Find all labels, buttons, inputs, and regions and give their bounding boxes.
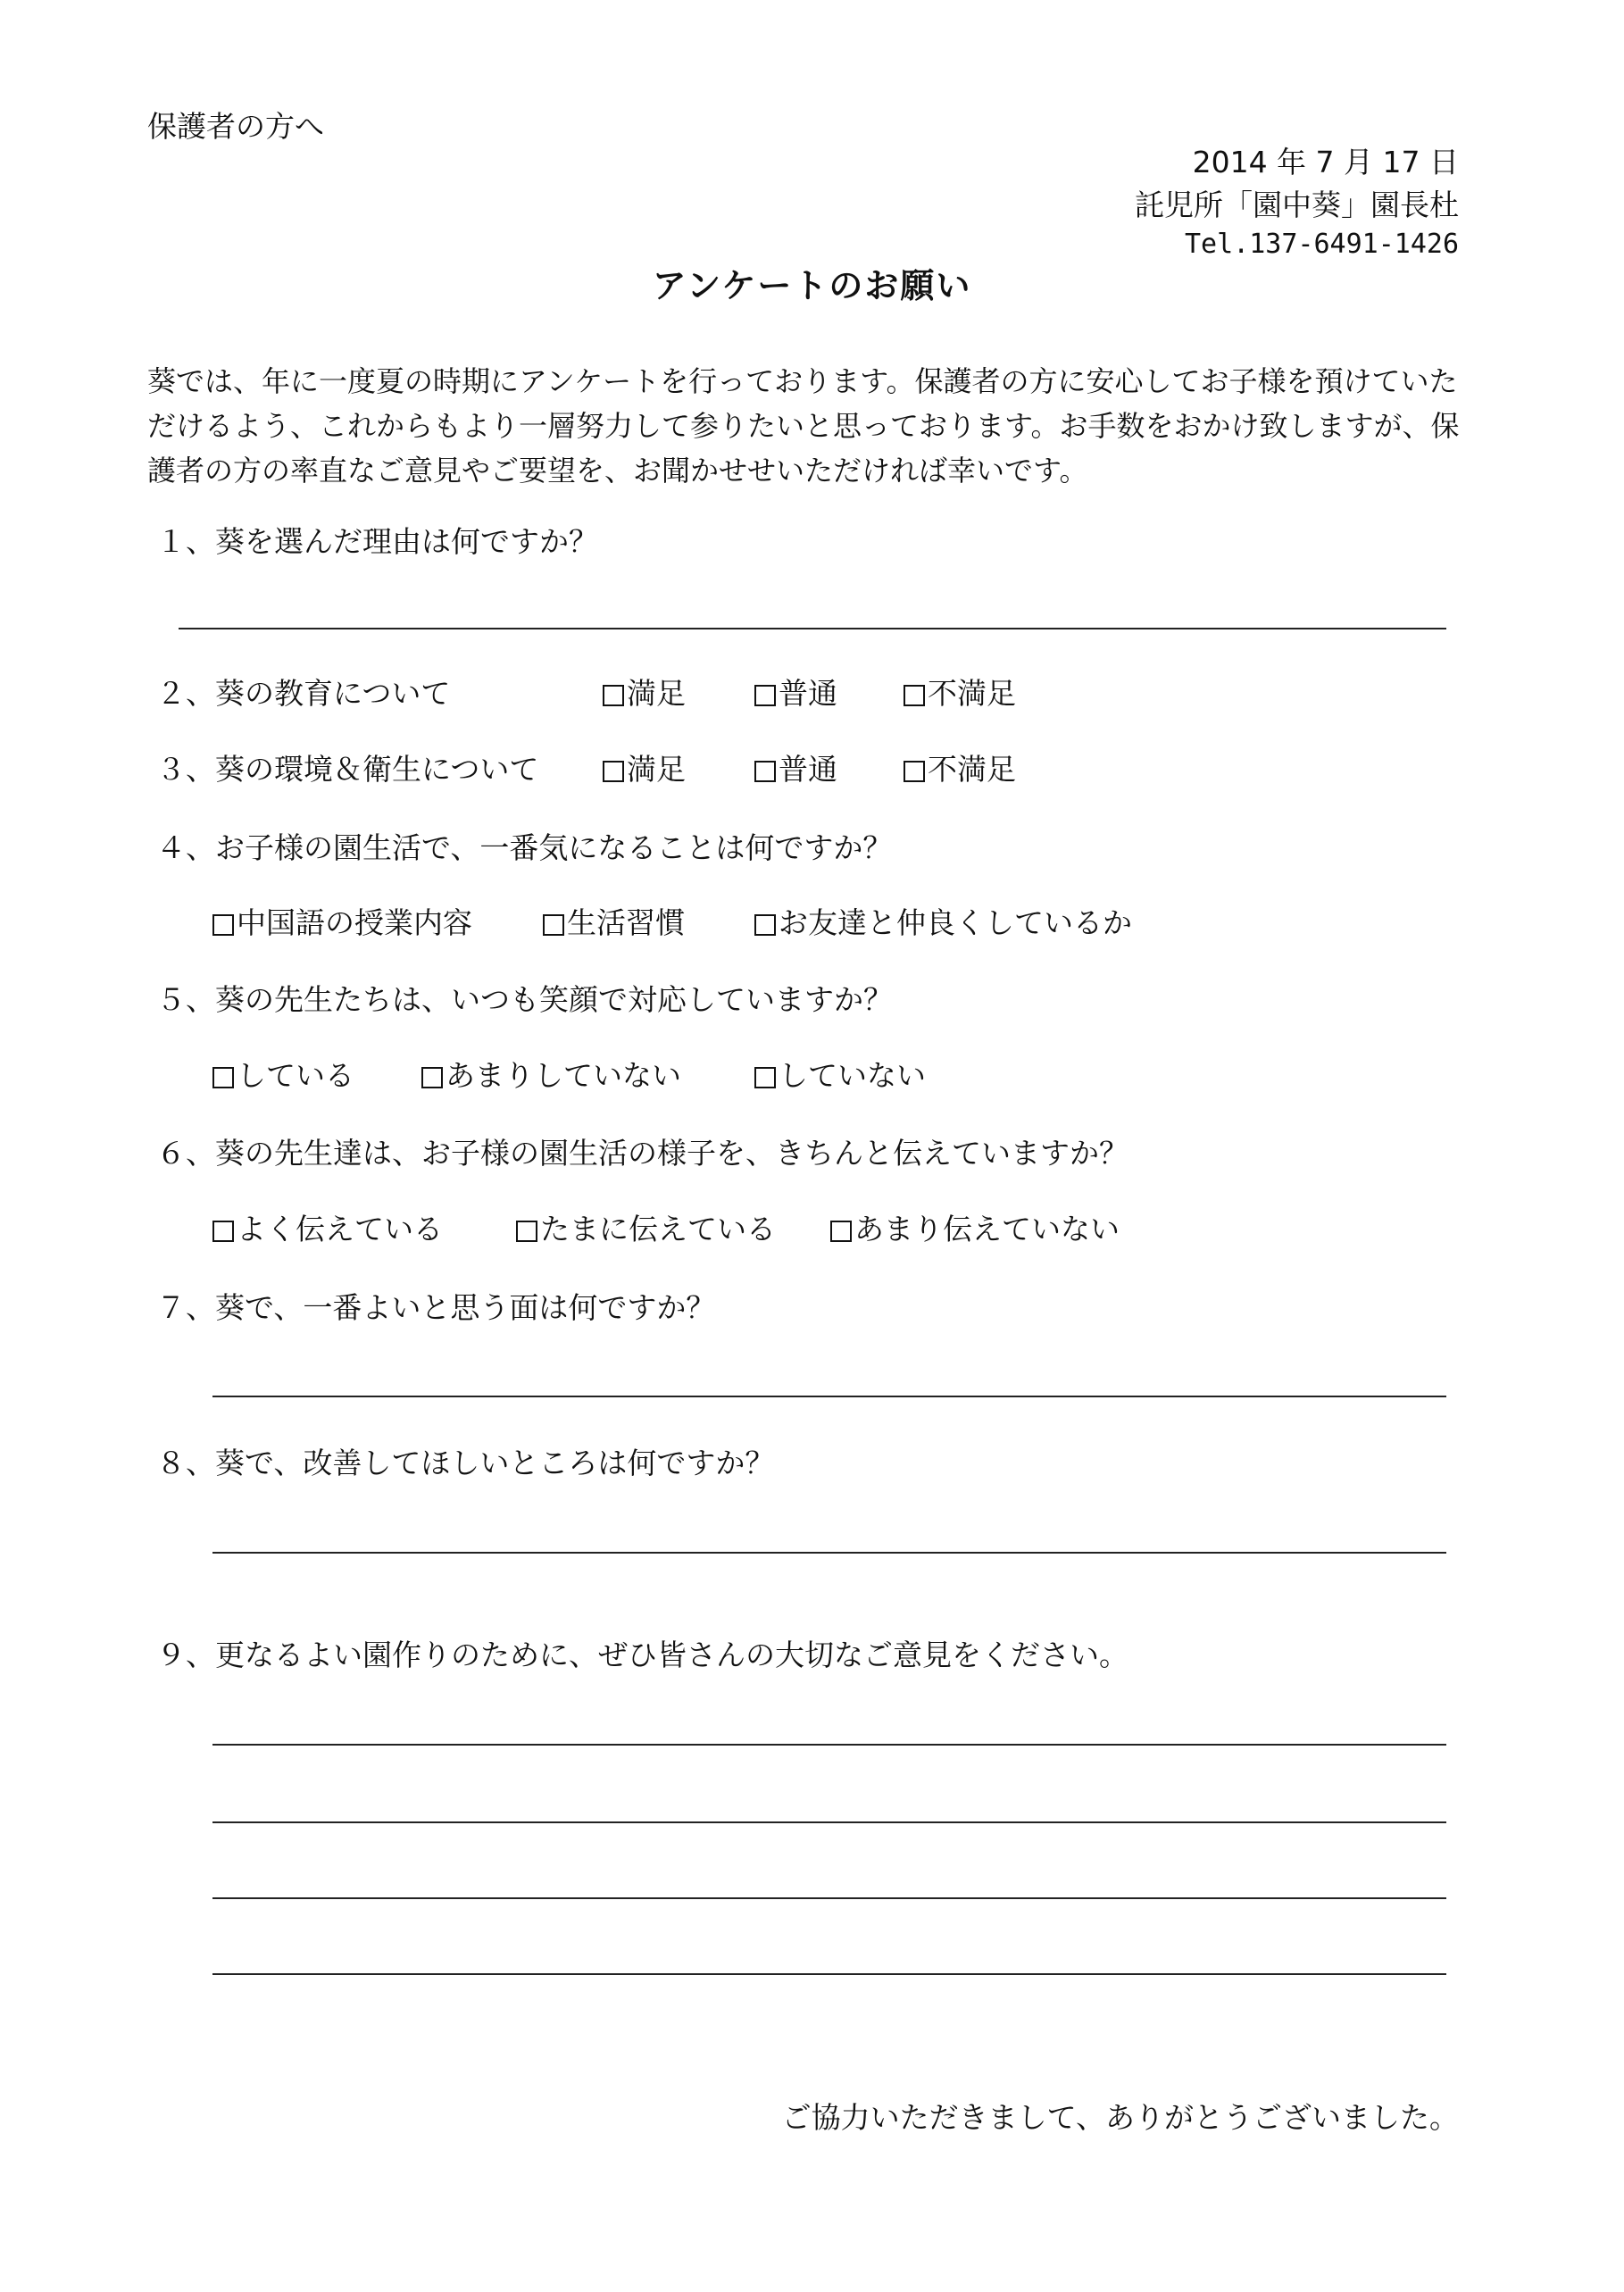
q2-option-2[interactable]: 普通 bbox=[754, 674, 837, 713]
checkbox[interactable] bbox=[212, 1221, 234, 1242]
question-6: ６、葵の先生達は、お子様の園生活の様子を、きちんと伝えていますか？ bbox=[156, 1136, 1128, 1171]
q2-option-1[interactable]: 満足 bbox=[603, 674, 686, 713]
answer-line-q9-2[interactable] bbox=[212, 1821, 1446, 1823]
intro-line-1: 葵では、年に一度夏の時期にアンケートを行っております。保護者の方に安心してお子様を預けていた bbox=[147, 364, 1458, 398]
checkbox[interactable] bbox=[212, 914, 234, 936]
checkbox[interactable] bbox=[754, 1067, 776, 1088]
closing-message: ご協力いただきまして、ありがとうございました。 bbox=[781, 2100, 1459, 2135]
q4-option-3[interactable]: お友達と仲良くしているか bbox=[754, 904, 1132, 943]
checkbox[interactable] bbox=[603, 761, 624, 782]
checkbox[interactable] bbox=[904, 685, 925, 706]
checkbox[interactable] bbox=[603, 685, 624, 706]
q6-option-2[interactable]: たまに伝えている bbox=[516, 1210, 776, 1249]
intro-line-3: 護者の方の率直なご意見やご要望を、お聞かせせいただければ幸いです。 bbox=[147, 454, 1088, 488]
page-title: アンケートのお願い bbox=[652, 266, 972, 305]
answer-line-q9-1[interactable] bbox=[212, 1744, 1446, 1746]
question-5: ５、葵の先生たちは、いつも笑顔で対応していますか？ bbox=[156, 982, 893, 1017]
q3-option-1[interactable]: 満足 bbox=[603, 750, 686, 789]
checkbox[interactable] bbox=[543, 914, 564, 936]
q5-option-1[interactable]: している bbox=[212, 1056, 354, 1096]
checkbox[interactable] bbox=[754, 761, 776, 782]
addressee: 保護者の方へ bbox=[147, 109, 324, 144]
checkbox[interactable] bbox=[754, 914, 776, 936]
answer-line-q9-4[interactable] bbox=[212, 1973, 1446, 1975]
question-4: ４、お子様の園生活で、一番気になることは何ですか？ bbox=[156, 830, 893, 865]
checkbox[interactable] bbox=[754, 685, 776, 706]
question-9: ９、更なるよい園作りのために、ぜひ皆さんの大切なご意見をください。 bbox=[156, 1638, 1128, 1672]
q2-option-3[interactable]: 不満足 bbox=[904, 674, 1016, 713]
q6-option-3[interactable]: あまり伝えていない bbox=[830, 1210, 1120, 1249]
answer-line-q7[interactable] bbox=[212, 1396, 1446, 1397]
q3-option-3[interactable]: 不満足 bbox=[904, 750, 1016, 789]
question-1: １、葵を選んだ理由は何ですか？ bbox=[156, 524, 598, 559]
answer-line-q9-3[interactable] bbox=[212, 1897, 1446, 1899]
question-8: ８、葵で、改善してほしいところは何ですか？ bbox=[156, 1446, 775, 1480]
checkbox[interactable] bbox=[421, 1067, 443, 1088]
checkbox[interactable] bbox=[830, 1221, 852, 1242]
q6-option-1[interactable]: よく伝えている bbox=[212, 1210, 443, 1249]
answer-line-q8[interactable] bbox=[212, 1552, 1446, 1554]
q4-option-2[interactable]: 生活習慣 bbox=[543, 904, 685, 943]
checkbox[interactable] bbox=[904, 761, 925, 782]
question-3: ３、葵の環境＆衛生について bbox=[156, 752, 539, 787]
question-7: ７、葵で、一番よいと思う面は何ですか？ bbox=[156, 1290, 716, 1325]
date: 2014 年 7 月 17 日 bbox=[1192, 145, 1459, 179]
tel: Tel.137-6491-1426 bbox=[1184, 229, 1459, 260]
answer-line-q1[interactable] bbox=[179, 628, 1446, 629]
question-2: ２、葵の教育について bbox=[156, 676, 451, 711]
q5-option-3[interactable]: していない bbox=[754, 1056, 926, 1096]
q5-option-2[interactable]: あまりしていない bbox=[421, 1056, 681, 1096]
checkbox[interactable] bbox=[212, 1067, 234, 1088]
q4-option-1[interactable]: 中国語の授業内容 bbox=[212, 904, 472, 943]
sender: 託児所「園中葵」園長杜 bbox=[1135, 188, 1459, 222]
q3-option-2[interactable]: 普通 bbox=[754, 750, 837, 789]
intro-line-2: だけるよう、これからもより一層努力して参りたいと思っております。お手数をおかけ致しますが、保 bbox=[147, 409, 1460, 443]
checkbox[interactable] bbox=[516, 1221, 537, 1242]
